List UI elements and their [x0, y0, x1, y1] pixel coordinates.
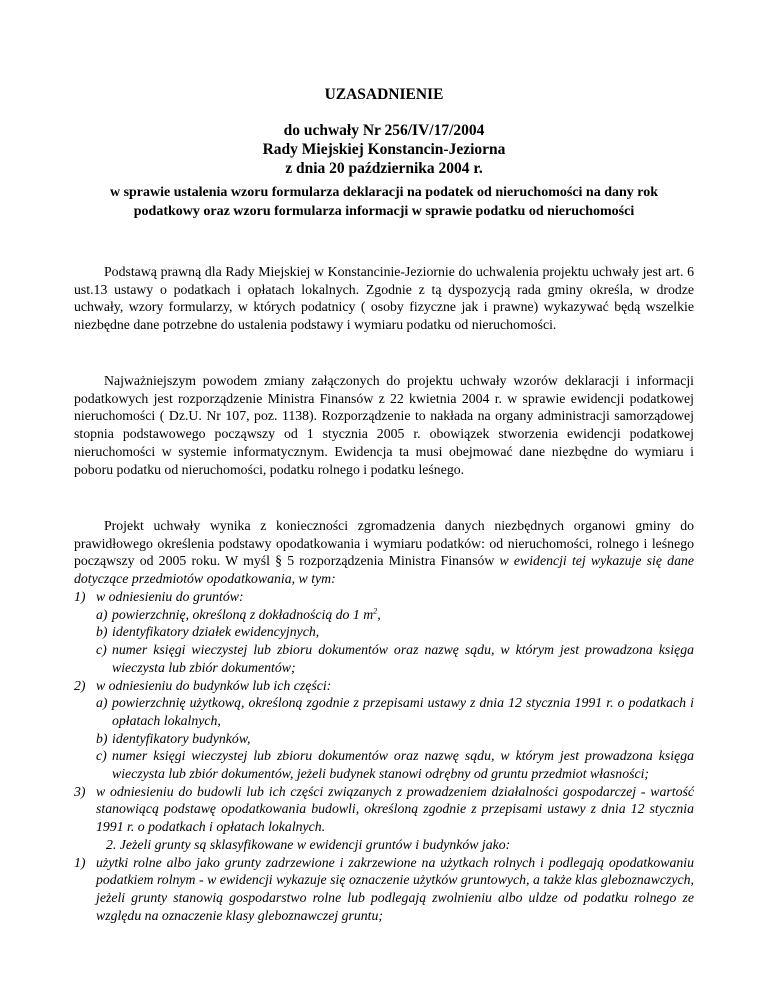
list-item-text: w odniesieniu do gruntów: [96, 589, 244, 604]
paragraph-legal-basis [74, 263, 694, 334]
enumeration-list [74, 588, 694, 924]
list-item [74, 854, 694, 925]
paragraph-text: Podstawą prawną dla Rady Miejskiej w Konstancinie-Jeziornie do uchwalenia projektu uchwały jest art. 6 ust.13 ustawy o podatkach i opłatach lokalnych. Zgodnie z tą dyspozycją rada gminy określa, w drodze uchwały, wzory formularzy, w których podatnicy ( osoby fizyczne jak i prawne) wykazywać będą wszelkie niezbędne dane potrzebne do ustalenia podstawy i wymiaru podatku od nieruchomości. [74, 264, 694, 333]
list-item-text: w odniesieniu do budynków lub ich części: [96, 677, 332, 693]
subitem-letter: c) [96, 642, 107, 658]
list-number: 3) [74, 783, 86, 799]
list-item [74, 588, 694, 606]
resolution-header [0, 121, 768, 178]
subitem-text-end: , [377, 606, 381, 622]
list-item [74, 783, 694, 836]
paragraph-italic-text: w ewidencji tej wykazuje się dane dotyczące przedmiotów opodatkowania, w tym: [74, 553, 694, 587]
superscript: 2 [373, 606, 378, 616]
paragraph-reason [74, 372, 694, 478]
subitem-letter: b) [96, 730, 108, 746]
document-title: UZASADNIENIE [324, 86, 444, 103]
list-item [74, 677, 694, 695]
list-subitem [74, 623, 694, 641]
paragraph-text: Projekt uchwały wynika z konieczności zgromadzenia danych niezbędnych organowi gminy do prawidłowego określenia podstawy opodatkowania i wymiaru podatków: od nieruchomości, rolnego i leśnego począwszy od 2005 roku. W myśl § 5 rozporządzenia Ministra Finansów [74, 518, 694, 569]
list-subitem [74, 641, 694, 676]
list-number: 1) [74, 854, 86, 870]
resolution-subject: w sprawie ustalenia wzoru formularza deklaracji na podatek od nieruchomości na dany rok podatkowy oraz wzoru formularza informacji w sprawie podatku od nieruchomości [109, 185, 659, 219]
subitem-text: identyfikatory działek ewidencyjnych, [112, 624, 320, 640]
list-item-text: użytki rolne albo jako grunty zadrzewione i zakrzewione na użytkach rolnych i podlegają opodatkowaniu podatkiem rolnym - w ewidencji wykazuje się oznaczenie użytków gruntowych, a także klas gleboznawczych, jeżeli grunty stanowią gospodarstwo rolne lub podlegają zwolnieniu albo uldze od podatku rolnego ze względu na oznaczenie klasy gleboznawczej gruntu; [96, 854, 694, 923]
list-subitem [74, 694, 694, 729]
list-subitem [74, 606, 694, 624]
list-number: 1) [74, 589, 86, 604]
subitem-letter: c) [96, 748, 107, 764]
subitem-text: identyfikatory budynków, [112, 730, 251, 746]
list-subitem [74, 730, 694, 748]
resolution-number: do uchwały Nr 256/IV/17/2004 [283, 122, 485, 139]
subitem-letter: a) [96, 695, 108, 711]
list-item-text: w odniesieniu do budowli lub ich części związanych z prowadzeniem działalności gospodarczej - wartość stanowiącą podstawę opodatkowania budowli, określoną zgodnie z przepisami ustawy z dnia 12 stycznia 1991 r. o podatkach i opłatach lokalnych. [96, 783, 694, 835]
resolution-date: z dnia 20 października 2004 r. [285, 160, 483, 177]
subitem-text: numer księgi wieczystej lub zbioru dokumentów oraz nazwę sądu, w którym jest prowadzona księga wieczysta lub zbiór dokumentów, jeżeli budynek stanowi odrębny od gruntu przedmiot własności; [112, 748, 694, 782]
subitem-text: numer księgi wieczystej lub zbioru dokumentów oraz nazwę sądu, w którym jest prowadzona księga wieczysta lub zbiór dokumentów; [112, 642, 694, 675]
council-name: Rady Miejskiej Konstancin-Jeziorna [262, 141, 506, 158]
subitem-text: powierzchnię użytkową, określoną zgodnie z przepisami ustawy z dnia 12 stycznia 1991 r. o podatkach i opłatach lokalnych, [112, 695, 694, 728]
list-subitem [74, 747, 694, 782]
paragraph-project [74, 517, 694, 588]
list-number: 2) [74, 677, 86, 693]
subitem-letter: b) [96, 624, 108, 640]
paragraph-text: Najważniejszym powodem zmiany załączonych do projektu uchwały wzorów deklaracji i informacji podatkowych jest rozporządzenie Ministra Finansów z 22 kwietnia 2004 r. w sprawie ewidencji podatkowej nieruchomości ( Dz.U. Nr 107, poz. 1138). Rozporządzenie to nakłada na organy administracji samorządowej stopnia podstawowego począwszy od 1 stycznia 2005 r. obowiązek stworzenia ewidencji podatkowej nieruchomości w systemie informatycznym. Ewidencja ta musi obejmować dane niezbędne do wymiaru i poboru podatku od nieruchomości, podatku rolnego i podatku leśnego. [74, 373, 694, 477]
subitem-letter: a) [96, 606, 108, 622]
point-two-heading: 2. Jeżeli grunty są sklasyfikowane w ewidencji gruntów i budynków jako: [106, 836, 511, 852]
subitem-text: powierzchnię, określoną z dokładnością do 1 m [112, 606, 374, 622]
